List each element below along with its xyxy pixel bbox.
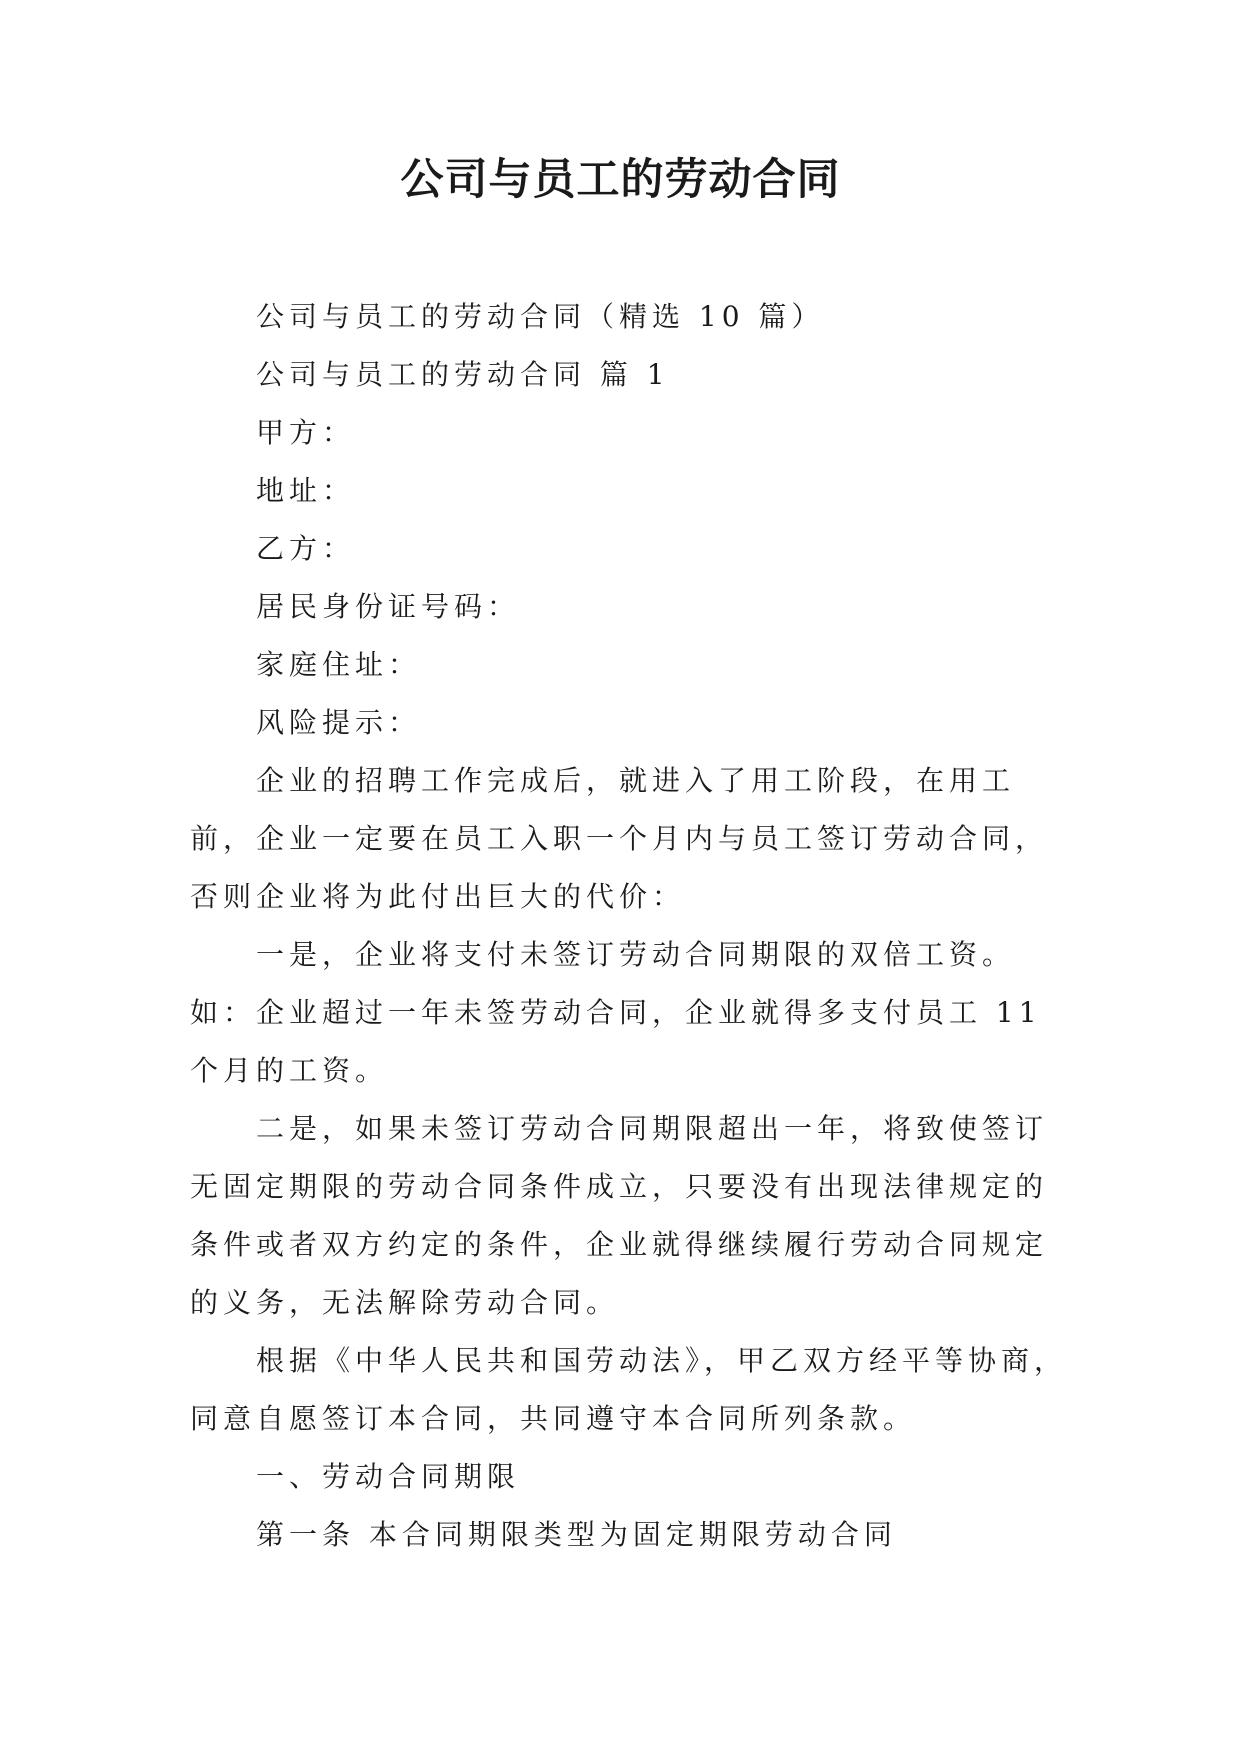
paragraph-section-heading: 公司与员工的劳动合同 篇 1 xyxy=(256,358,670,391)
address-label: 地址： xyxy=(256,474,356,507)
document-body xyxy=(190,288,1070,1564)
paragraph-subtitle: 公司与员工的劳动合同（精选 10 篇） xyxy=(256,300,825,333)
paragraph-intro: 企业的招聘工作完成后，就进入了用工阶段，在用工前，企业一定要在员工入职一个月内与员工签订劳动合同，否则企业将为此付出巨大的代价： xyxy=(190,764,1049,913)
section-heading-term: 一、劳动合同期限 xyxy=(256,1460,521,1493)
party-b-label: 乙方： xyxy=(256,532,356,565)
paragraph-point-one: 一是，企业将支付未签订劳动合同期限的双倍工资。如：企业超过一年未签劳动合同，企业就得多支付员工 11 个月的工资。 xyxy=(190,938,1042,1087)
risk-notice-label: 风险提示： xyxy=(256,706,422,739)
document-title: 公司与员工的劳动合同 xyxy=(400,155,841,205)
paragraph-legal-basis: 根据《中华人民共和国劳动法》，甲乙双方经平等协商，同意自愿签订本合同，共同遵守本合同所列条款。 xyxy=(190,1344,1068,1435)
home-address-label: 家庭住址： xyxy=(256,648,422,681)
party-a-label: 甲方： xyxy=(256,416,356,449)
id-number-label: 居民身份证号码： xyxy=(256,590,521,623)
article-one: 第一条 本合同期限类型为固定期限劳动合同 xyxy=(256,1518,897,1551)
paragraph-point-two: 二是，如果未签订劳动合同期限超出一年，将致使签订无固定期限的劳动合同条件成立，只要没有出现法律规定的条件或者双方约定的条件，企业就得继续履行劳动合同规定的义务，无法解除劳动合同。 xyxy=(190,1112,1049,1319)
